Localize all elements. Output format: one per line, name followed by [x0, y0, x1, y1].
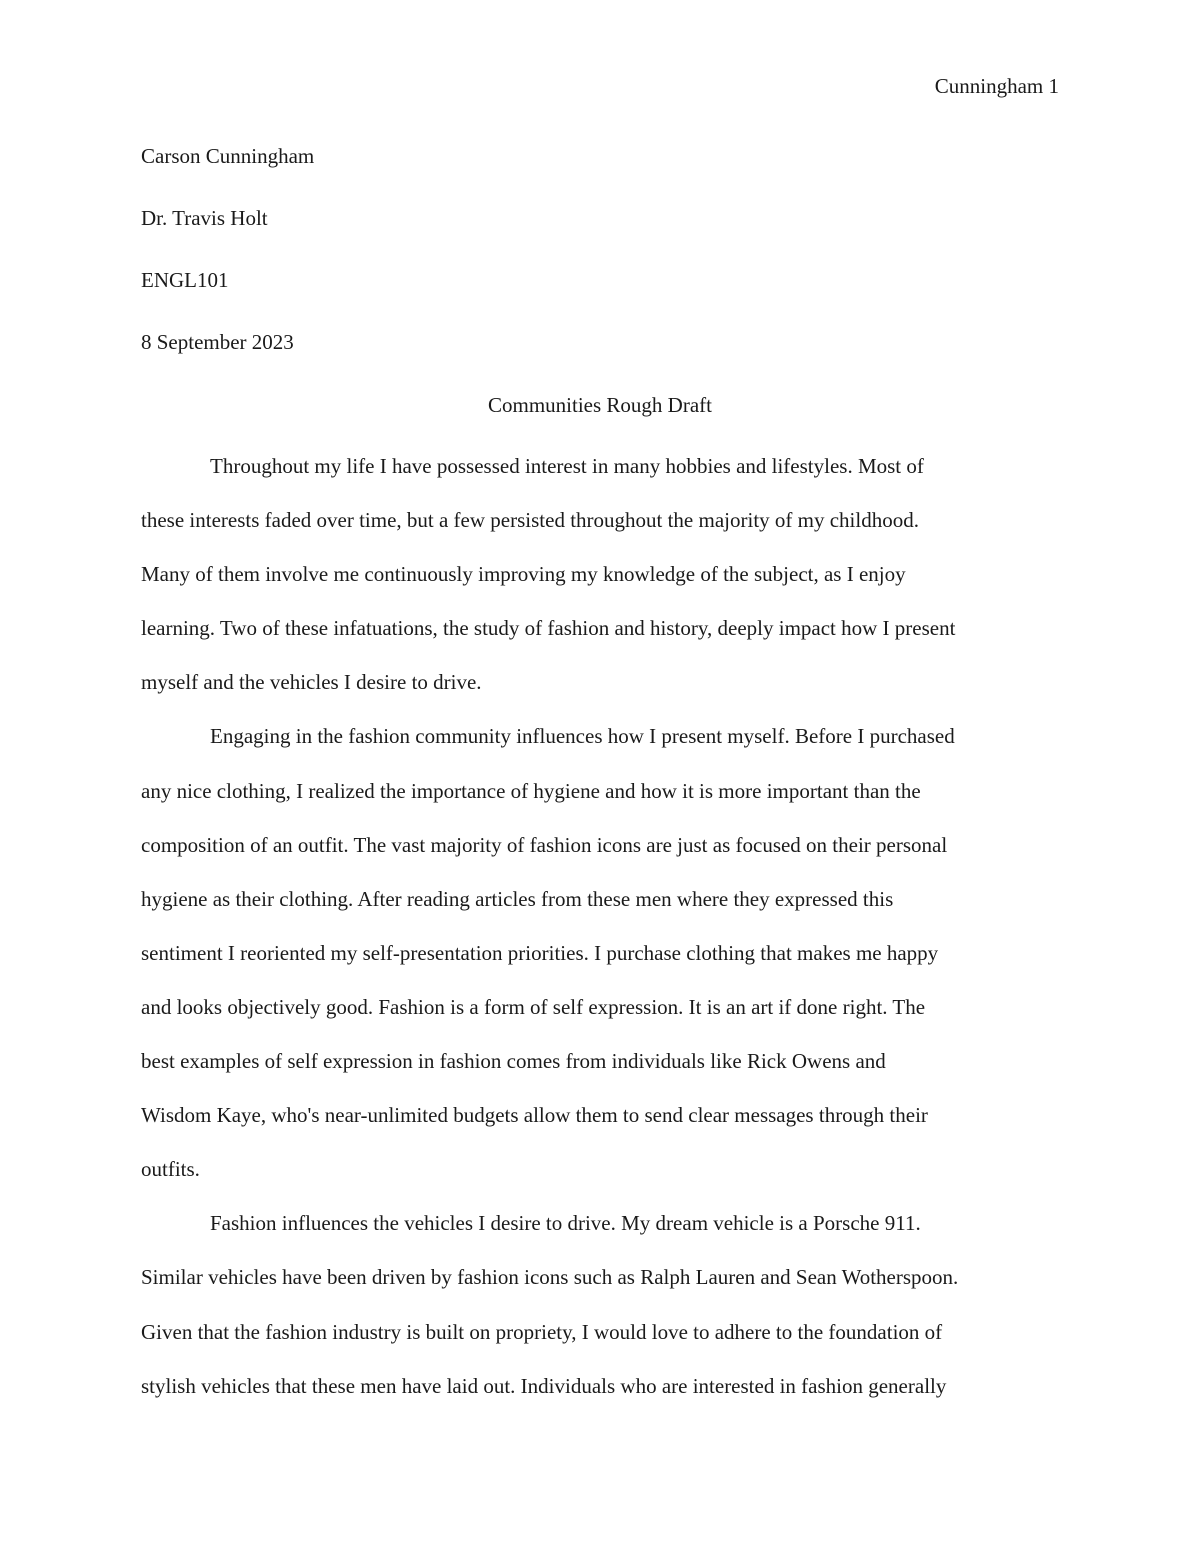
instructor-name: Dr. Travis Holt: [141, 206, 268, 230]
paragraph-3-line: Fashion influences the vehicles I desire to drive. My dream vehicle is a Porsche 911.: [210, 1211, 921, 1236]
paragraph-2-line: composition of an outfit. The vast majority of fashion icons are just as focused on their personal: [141, 832, 948, 857]
paragraph-1-line: Many of them involve me continuously improving my knowledge of the subject, as I enjoy: [141, 562, 906, 587]
paragraph-2-line: Engaging in the fashion community influences how I present myself. Before I purchased: [210, 724, 955, 749]
paragraph-1-line: myself and the vehicles I desire to drive.: [141, 670, 482, 695]
paragraph-1-line: learning. Two of these infatuations, the study of fashion and history, deeply impact how I present: [141, 616, 956, 641]
paragraph-3-line: Similar vehicles have been driven by fashion icons such as Ralph Lauren and Sean Wotherspoon.: [141, 1265, 959, 1290]
mla-heading: [141, 140, 1059, 388]
essay-body: [141, 450, 1059, 1424]
paragraph-1-line: Throughout my life I have possessed interest in many hobbies and lifestyles. Most of: [210, 454, 924, 478]
paragraph-2-line: hygiene as their clothing. After reading articles from these men where they expressed this: [141, 886, 894, 911]
paragraph-2-line: sentiment I reoriented my self-presentation priorities. I purchase clothing that makes me happy: [141, 940, 939, 965]
paragraph-2-line: best examples of self expression in fashion comes from individuals like Rick Owens and: [141, 1049, 886, 1074]
date-line: 8 September 2023: [141, 330, 294, 354]
running-head: Cunningham 1: [934, 74, 1059, 98]
essay-title: Communities Rough Draft: [488, 393, 712, 417]
paragraph-2-line: any nice clothing, I realized the importance of hygiene and how it is more important than the: [141, 778, 921, 803]
paragraph-2-line: and looks objectively good. Fashion is a form of self expression. It is an art if done right. The: [141, 994, 926, 1019]
paragraph-2-line: Wisdom Kaye, who's near-unlimited budgets allow them to send clear messages through their: [141, 1103, 928, 1128]
author-name: Carson Cunningham: [141, 144, 315, 168]
paragraph-2-line: outfits.: [141, 1157, 200, 1182]
paragraph-3-line: Given that the fashion industry is built on propriety, I would love to adhere to the foundation of: [141, 1319, 943, 1344]
course-name: ENGL101: [141, 268, 229, 292]
paragraph-1-line: these interests faded over time, but a few persisted throughout the majority of my childhood.: [141, 508, 919, 533]
paragraph-3-line: stylish vehicles that these men have laid out. Individuals who are interested in fashion generally: [141, 1373, 947, 1398]
